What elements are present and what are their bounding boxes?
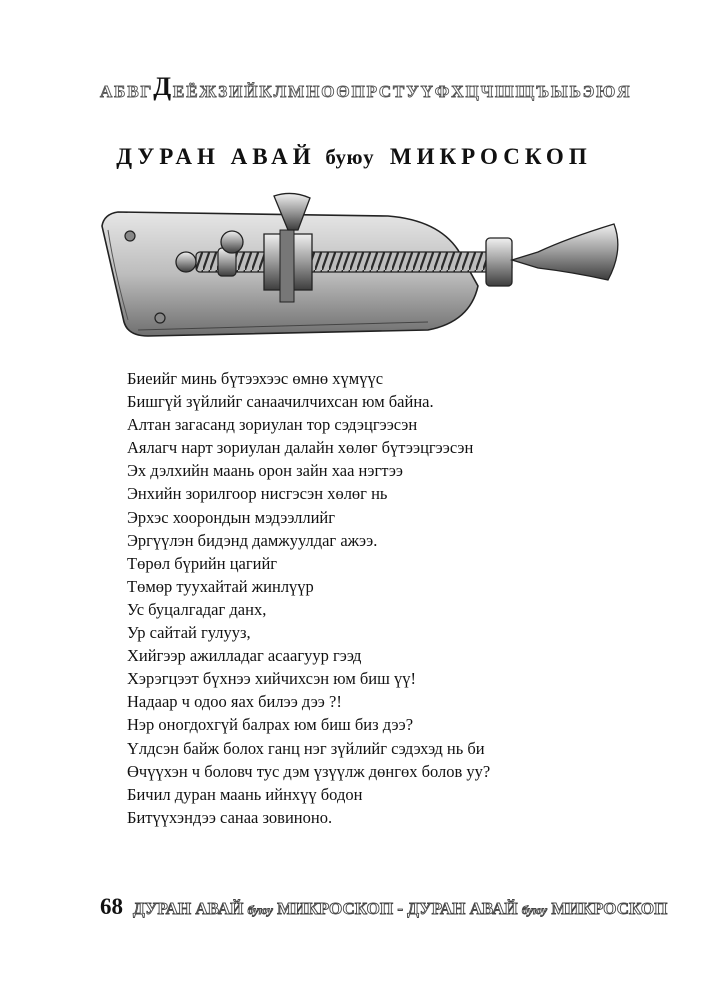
microscope-illustration (98, 190, 638, 350)
running-title-part-5: буюу (521, 903, 548, 917)
alphabet-letter: Х (451, 82, 464, 101)
page-footer (100, 884, 668, 919)
poem-line: Бишгүй зүйлийг санаачилчихсан юм байна. (127, 392, 434, 412)
alphabet-letter: Ъ (536, 82, 550, 101)
poem-line: Надаар ч одоо яах билээ дээ ?! (127, 692, 342, 712)
alphabet-header (100, 74, 630, 100)
alphabet-letter: С (378, 82, 392, 101)
poem-line: Төмөр туухайтай жинлүүр (127, 576, 314, 596)
alphabet-letter: Ы (551, 82, 568, 101)
alphabet-letter: Ш (494, 82, 514, 101)
alphabet-letter: А (100, 82, 113, 101)
alphabet-letter: Ф (434, 82, 450, 101)
running-title-part-4: ДУРАН АВАЙ (407, 899, 518, 918)
alphabet-letter: Т (393, 82, 405, 101)
poem-line: Эрхэс хоорондын мэдээллийг (127, 507, 336, 527)
running-title-part-6: МИКРОСКОП (551, 899, 668, 918)
title-part-1: ДУРАН АВАЙ (116, 144, 316, 169)
alphabet-letter: Э (582, 82, 595, 101)
alphabet-letter: И (229, 82, 243, 101)
alphabet-letter: Я (617, 82, 630, 101)
alphabet-letter: М (288, 82, 305, 101)
poem-line: Ус буцалгадаг данх, (127, 599, 267, 619)
alphabet-letter: Б (114, 82, 126, 101)
poem-text (127, 367, 607, 829)
alphabet-letter: З (218, 82, 228, 101)
poem-line: Бичил дуран маань ийнхүү бодон (127, 784, 363, 804)
alphabet-letter: Д (153, 72, 172, 101)
alphabet-letter: Р (366, 82, 377, 101)
alphabet-letter: П (351, 82, 365, 101)
alphabet-letter: О (321, 82, 335, 101)
poem-line: Ур сайтай гулууз, (127, 623, 251, 643)
alphabet-letter: В (127, 82, 139, 101)
poem-line: Үлдсэн байж болох ганц нэг зүйлийг сэдэхэд нь би (127, 738, 485, 758)
alphabet-letter: Ё (186, 82, 198, 101)
running-title-part-2: буюу (247, 903, 273, 917)
title-part-3: МИКРОСКОП (389, 144, 592, 169)
poem-line: Нэр оногдохгүй балрах юм биш биз дээ? (127, 715, 414, 735)
alphabet-letter: Ц (465, 82, 479, 101)
poem-line: Энхийн зорилгоор нисгэсэн хөлөг нь (127, 484, 388, 504)
poem-line: Битүүхэндээ санаа зовиноно. (127, 807, 333, 827)
alphabet-letter: Ч (480, 82, 494, 101)
alphabet-letter: Г (140, 82, 152, 101)
poem-line: Эргүүлэн бидэнд дамжуулдаг ажээ. (127, 530, 378, 550)
poem-line: Биеийг минь бүтээхээс өмнө хүмүүс (127, 369, 384, 388)
running-title-part-1: ДУРАН АВАЙ (133, 899, 244, 918)
poem-line: Хэрэгцээт бүхнээ хийчихсэн юм биш үү! (127, 669, 416, 689)
alphabet-letter: Ж (199, 82, 217, 101)
alphabet-letter: Ю (596, 82, 616, 101)
poem-line: Алтан загасанд зориулан тор сэдэцгээсэн (127, 415, 418, 435)
poem-line: Өчүүхэн ч боловч тус дэм үзүүлж дөнгөх болов уу? (127, 761, 491, 781)
running-footer-title (133, 900, 667, 918)
alphabet-letter: К (259, 82, 272, 101)
alphabet-letter: Л (273, 82, 287, 101)
alphabet-letter: Ь (569, 82, 581, 101)
alphabet-letter: Ө (336, 82, 350, 101)
poem-line: Төрөл бүрийн цагийг (127, 553, 278, 573)
alphabet-letter: Й (244, 82, 258, 101)
poem-line: Эх дэлхийн маань орон зайн хаа нэгтээ (127, 461, 404, 481)
alphabet-letter: Е (173, 82, 185, 101)
alphabet-letter: У (406, 82, 419, 101)
page-title (0, 144, 708, 170)
title-part-2: буюу (325, 145, 375, 169)
alphabet-letter: Щ (515, 82, 535, 101)
running-title-part-3: МИКРОСКОП (277, 899, 394, 918)
alphabet-letter: Н (306, 82, 320, 101)
running-title-separator: - (397, 899, 403, 918)
alphabet-letter: Ү (420, 82, 433, 101)
poem-line: Аялагч нарт зориулан далайн хөлөг бүтээцгээсэн (127, 438, 474, 458)
poem-line: Хийгээр ажилладаг асаагуур гээд (127, 646, 362, 666)
page-number: 68 (100, 894, 123, 919)
